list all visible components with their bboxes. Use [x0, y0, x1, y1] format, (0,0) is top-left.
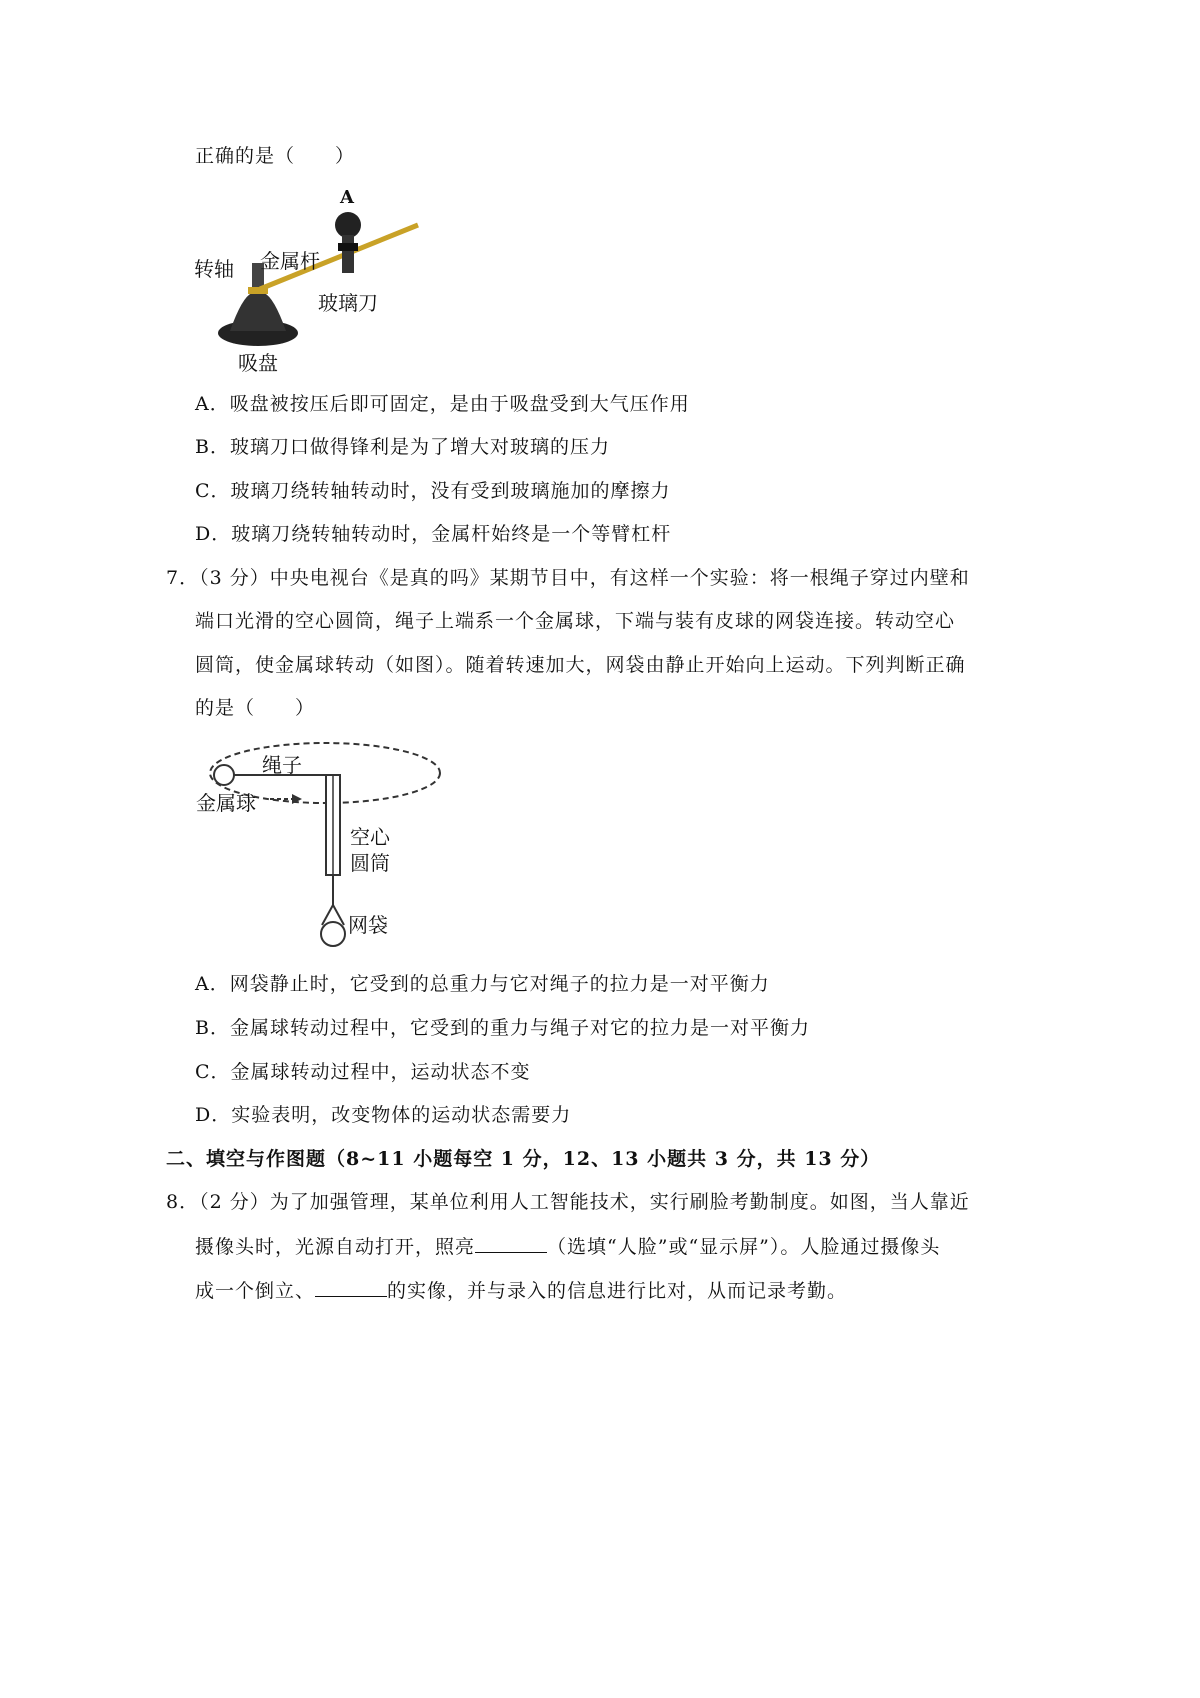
q7-option-d: D．实验表明，改变物体的运动状态需要力: [195, 1104, 572, 1126]
metal-ball-label: 金属球: [196, 791, 256, 815]
rotating-ball-drawing: [190, 735, 460, 960]
q7-option-a: A．网袋静止时，它受到的总重力与它对绳子的拉力是一对平衡力: [195, 973, 770, 995]
rope-label: 绳子: [262, 753, 302, 777]
q8-blank-1[interactable]: [475, 1234, 547, 1253]
metal-rod-label: 金属杆: [260, 249, 320, 273]
q7-stem-line-2: 端口光滑的空心圆筒，绳子上端系一个金属球，下端与装有皮球的网袋连接。转动空心: [195, 610, 956, 632]
q8-line-2-part-b: （选填“人脸”或“显示屏”）。人脸通过摄像头: [547, 1236, 941, 1258]
q8-line-3-part-a: 成一个倒立、: [195, 1280, 316, 1302]
q7-option-c: C．金属球转动过程中，运动状态不变: [195, 1061, 531, 1083]
q7-stem-line-4: 的是（ ）: [195, 697, 316, 719]
section-2-title: 二、填空与作图题（8~11 小题每空 1 分，12、13 小题共 3 分，共 13 分）: [166, 1148, 881, 1170]
axis-label: 转轴: [194, 257, 234, 281]
hollow-tube-label-1: 空心: [350, 825, 390, 849]
q8-line-3: [195, 1278, 847, 1303]
q8-line-2: [195, 1234, 940, 1259]
q8-line-2-part-a: 摄像头时，光源自动打开，照亮: [195, 1236, 476, 1258]
glass-cutter-figure: [190, 185, 430, 375]
q7-stem-line-1: 7．（3 分）中央电视台《是真的吗》某期节目中，有这样一个实验：将一根绳子穿过内壁和: [166, 567, 970, 589]
q6-option-a: A．吸盘被按压后即可固定，是由于吸盘受到大气压作用: [195, 393, 690, 415]
rotating-ball-figure: [190, 735, 460, 960]
q8-line-1: 8．（2 分）为了加强管理，某单位利用人工智能技术，实行刷脸考勤制度。如图，当人靠近: [166, 1191, 970, 1213]
point-a-label: A: [340, 187, 354, 208]
suction-cup-label: 吸盘: [238, 351, 278, 375]
q7-stem-line-3: 圆筒，使金属球转动（如图）。随着转速加大，网袋由静止开始向上运动。下列判断正确: [195, 654, 966, 676]
q7-option-b: B．金属球转动过程中，它受到的重力与绳子对它的拉力是一对平衡力: [195, 1017, 810, 1039]
glass-knife-label: 玻璃刀: [318, 291, 378, 315]
q6-option-c: C．玻璃刀绕转轴转动时，没有受到玻璃施加的摩擦力: [195, 480, 671, 502]
q6-option-d: D．玻璃刀绕转轴转动时，金属杆始终是一个等臂杠杆: [195, 523, 672, 545]
q6-stem-tail: 正确的是（ ）: [195, 145, 356, 167]
q6-option-b: B．玻璃刀口做得锋利是为了增大对玻璃的压力: [195, 436, 610, 458]
q8-line-3-part-b: 的实像，并与录入的信息进行比对，从而记录考勤。: [387, 1280, 848, 1302]
q8-blank-2[interactable]: [315, 1278, 387, 1297]
hollow-tube-label-2: 圆筒: [350, 851, 390, 875]
net-bag-label: 网袋: [348, 913, 388, 937]
